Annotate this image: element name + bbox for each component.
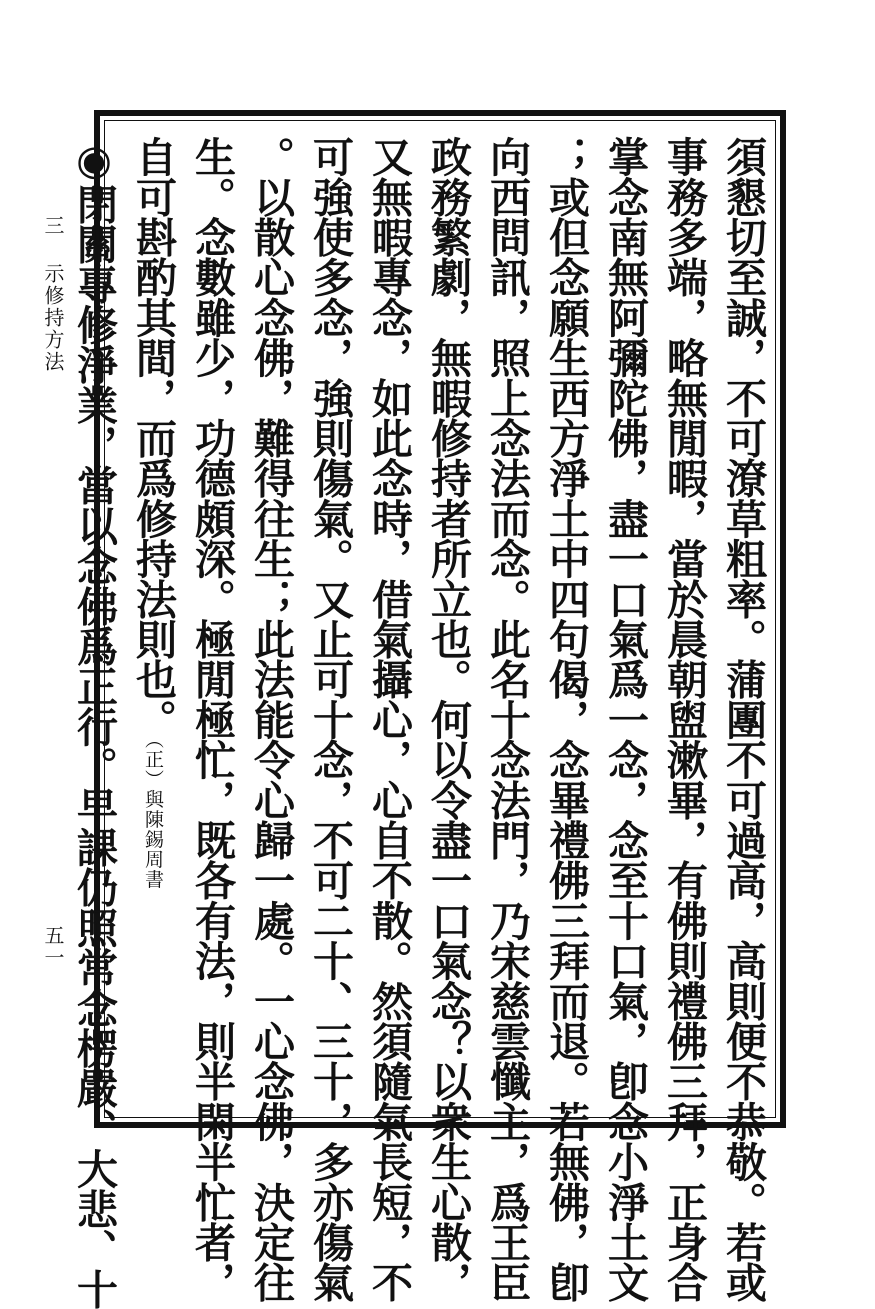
text-column-12 (64, 136, 123, 1309)
text-column-8: 可強使多念，強則傷氣。又止可十念，不可二十、三十，多亦傷氣 (306, 136, 354, 1302)
text-column-9: 。以散心念佛，難得往生；此法能令心歸一處。一心念佛，決定往 (247, 136, 295, 1302)
text-column-1: 須懇切至誠，不可潦草粗率。蒲團不可過高，高則便不恭敬。若或 (719, 136, 767, 1302)
text-column-10: 生。念數雖少，功德頗深。極閒極忙，既各有法，則半閑半忙者， (188, 136, 236, 1302)
text-column-7: 又無暇專念，如此念時，借氣攝心，心自不散。然須隨氣長短，不 (365, 136, 413, 1302)
source-note: （正）與陳錫周書 (142, 739, 164, 890)
text-column-4: ；或但念願生西方淨土中四句偈，念畢禮佛三拜而退。若無佛，卽 (542, 136, 590, 1302)
text-column-12-body: 閉關專修淨業，當以念佛爲正行。早課仍照常念楞嚴、大悲、十 (70, 183, 118, 1309)
page-number: 五一 (41, 925, 65, 969)
text-column-6: 政務繁劇，無暇修持者所立也。何以令盡一口氣念？以衆生心散， (424, 136, 472, 1302)
text-column-5: 向西問訊，照上念法而念。此名十念法門，乃宋慈雲懺主，爲王臣 (483, 136, 531, 1302)
text-column-2: 事務多端，略無閒暇，當於晨朝盥漱畢，有佛則禮佛三拜，正身合 (660, 136, 708, 1302)
text-column-3: 掌念南無阿彌陀佛，盡一口氣爲一念，念至十口氣，卽念小淨土文 (601, 136, 649, 1302)
text-column-11 (123, 136, 182, 1104)
text-column-11-body: 自可斟酌其間，而爲修持法則也。 (129, 136, 177, 740)
text-body (70, 136, 772, 1309)
section-bullet-icon: ◉ (70, 136, 118, 184)
section-header: 三 示修持方法 (41, 215, 65, 373)
